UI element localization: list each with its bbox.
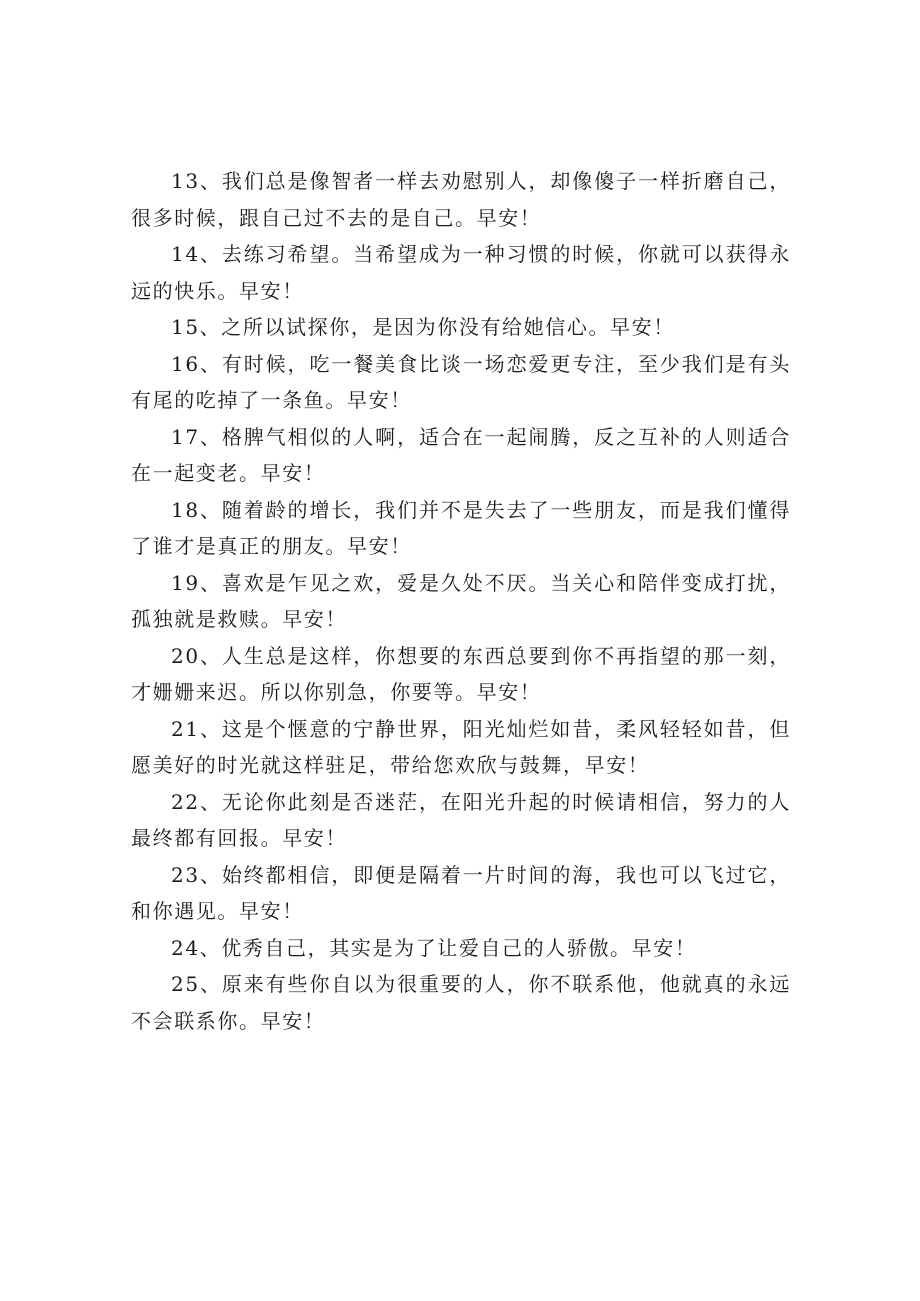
paragraph-17: 17、格脾气相似的人啊，适合在一起闹腾，反之互补的人则适合在一起变老。早安！	[131, 424, 791, 485]
paragraph-13: 13、我们总是像智者一样去劝慰别人，却像傻子一样折磨自己，很多时候，跟自己过不去的是自己。早安！	[131, 169, 791, 230]
paragraph-21: 21、这是个惬意的宁静世界，阳光灿烂如昔，柔风轻轻如昔，但愿美好的时光就这样驻足，带给您欢欣与鼓舞，早安！	[131, 716, 791, 777]
paragraph-16: 16、有时候，吃一餐美食比谈一场恋爱更专注，至少我们是有头有尾的吃掉了一条鱼。早安！	[131, 351, 791, 412]
document-body	[131, 163, 791, 1039]
paragraph-22: 22、无论你此刻是否迷茫，在阳光升起的时候请相信，努力的人最终都有回报。早安！	[131, 789, 791, 850]
paragraph-14: 14、去练习希望。当希望成为一种习惯的时候，你就可以获得永远的快乐。早安！	[131, 242, 791, 303]
paragraph-24: 24、优秀自己，其实是为了让爱自己的人骄傲。早安！	[171, 935, 697, 960]
paragraph-15: 15、之所以试探你，是因为你没有给她信心。早安！	[171, 315, 675, 339]
paragraph-20: 20、人生总是这样，你想要的东西总要到你不再指望的那一刻，才姗姗来迟。所以你别急，你要等。早安！	[131, 643, 791, 704]
paragraph-23: 23、始终都相信，即便是隔着一片时间的海，我也可以飞过它，和你遇见。早安！	[131, 862, 791, 923]
paragraph-18: 18、随着龄的增长，我们并不是失去了一些朋友，而是我们懂得了谁才是真正的朋友。早安！	[131, 497, 791, 558]
paragraph-25: 25、原来有些你自以为很重要的人，你不联系他，他就真的永远不会联系你。早安！	[131, 972, 791, 1033]
paragraph-19: 19、喜欢是乍见之欢，爱是久处不厌。当关心和陪伴变成打扰，孤独就是救赎。早安！	[131, 570, 791, 631]
